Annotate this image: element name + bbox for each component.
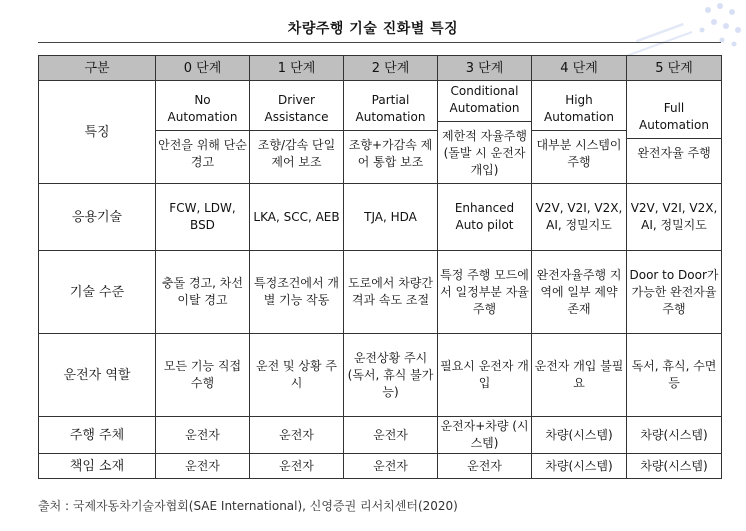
row-label-applied-tech: 응용기술 — [39, 184, 156, 251]
header-level-3: 3 단계 — [438, 56, 532, 81]
table-cell: 운전자 — [250, 454, 344, 479]
title-divider — [38, 42, 721, 43]
table-cell: V2V, V2I, V2X, AI, 정밀지도 — [627, 184, 722, 251]
table-cell: 운전상황 주시 (독서, 휴식 불가능) — [344, 334, 438, 417]
source-note: 출처 : 국제자동차기술자협회(SAE International), 신영증권 리서치센터(2020) — [38, 499, 458, 513]
header-level-2: 2 단계 — [344, 56, 438, 81]
table-row-responsibility — [39, 454, 722, 479]
table-cell: 모든 기능 직접 수행 — [156, 334, 250, 417]
table-cell: Enhanced Auto pilot — [438, 184, 532, 251]
table-cell: 운전자 — [438, 454, 532, 479]
table-row-applied-tech — [39, 184, 722, 251]
feature-cell-level-5 — [627, 81, 722, 184]
table-cell: 운전자 개입 불필요 — [532, 334, 627, 417]
table-cell: 운전자 — [156, 454, 250, 479]
page-title: 차량주행 기술 진화별 특징 — [287, 21, 459, 37]
table-cell: 완전자율주행 지역에 일부 제약 존재 — [532, 251, 627, 334]
row-label-responsibility: 책임 소재 — [39, 454, 156, 479]
level-name: No Automation — [156, 90, 249, 131]
level-description: 안전을 위해 단순 경고 — [158, 137, 247, 169]
table-cell: 운전자 — [344, 417, 438, 454]
row-label-driving-subject: 주행 주체 — [39, 417, 156, 454]
table-cell: 특정조건에서 개별 기능 작동 — [250, 251, 344, 334]
level-name: Full Automation — [627, 98, 721, 139]
header-level-1: 1 단계 — [250, 56, 344, 81]
header-category: 구분 — [39, 56, 156, 81]
header-level-5: 5 단계 — [627, 56, 722, 81]
table-cell: 독서, 휴식, 수면 등 — [627, 334, 722, 417]
table-cell: 차량(시스템) — [532, 417, 627, 454]
table-row-driving-subject — [39, 417, 722, 454]
table-row-features — [39, 81, 722, 184]
table-cell: 충돌 경고, 차선이탈 경고 — [156, 251, 250, 334]
table-cell: 차량(시스템) — [532, 454, 627, 479]
header-level-4: 4 단계 — [532, 56, 627, 81]
level-description: 완전자율 주행 — [637, 146, 711, 160]
table-header-row — [39, 56, 722, 81]
feature-cell-level-1 — [250, 81, 344, 184]
feature-cell-level-2 — [344, 81, 438, 184]
level-description: 대부분 시스템이 주행 — [536, 137, 622, 169]
level-name: Conditional Automation — [438, 81, 531, 122]
level-name: Driver Assistance — [250, 90, 343, 131]
feature-cell-level-4 — [532, 81, 627, 184]
feature-cell-level-3 — [438, 81, 532, 184]
table-cell: 차량(시스템) — [627, 417, 722, 454]
table-cell: LKA, SCC, AEB — [250, 184, 344, 251]
table-cell: 운전 및 상황 주시 — [250, 334, 344, 417]
table-row-driver-role — [39, 334, 722, 417]
level-description: 제한적 자율주행(돌발 시 운전자 개입) — [442, 129, 527, 177]
level-description: 조향/감속 단일 제어 보조 — [257, 137, 336, 169]
table-cell: 특정 주행 모드에서 일정부분 자율주행 — [438, 251, 532, 334]
table-cell: 필요시 운전자 개입 — [438, 334, 532, 417]
row-label-driver-role: 운전자 역할 — [39, 334, 156, 417]
table-cell: FCW, LDW, BSD — [156, 184, 250, 251]
level-name: High Automation — [532, 90, 626, 131]
table-cell: 도로에서 차량간격과 속도 조절 — [344, 251, 438, 334]
level-name: Partial Automation — [344, 90, 437, 131]
table-cell: 운전자+차량 (시스템) — [438, 417, 532, 454]
level-description: 조향+가감속 제어 통합 보조 — [348, 137, 433, 169]
table-cell: V2V, V2I, V2X, AI, 정밀지도 — [532, 184, 627, 251]
feature-cell-level-0 — [156, 81, 250, 184]
table-cell: 운전자 — [156, 417, 250, 454]
table-row-tech-level — [39, 251, 722, 334]
table-cell: 차량(시스템) — [627, 454, 722, 479]
row-label-features: 특징 — [39, 81, 156, 184]
header-level-0: 0 단계 — [156, 56, 250, 81]
table-cell: 운전자 — [344, 454, 438, 479]
table-cell: TJA, HDA — [344, 184, 438, 251]
row-label-tech-level: 기술 수준 — [39, 251, 156, 334]
table-cell: 운전자 — [250, 417, 344, 454]
autonomy-levels-table — [38, 55, 722, 479]
table-cell: Door to Door가 가능한 완전자율주행 — [627, 251, 722, 334]
